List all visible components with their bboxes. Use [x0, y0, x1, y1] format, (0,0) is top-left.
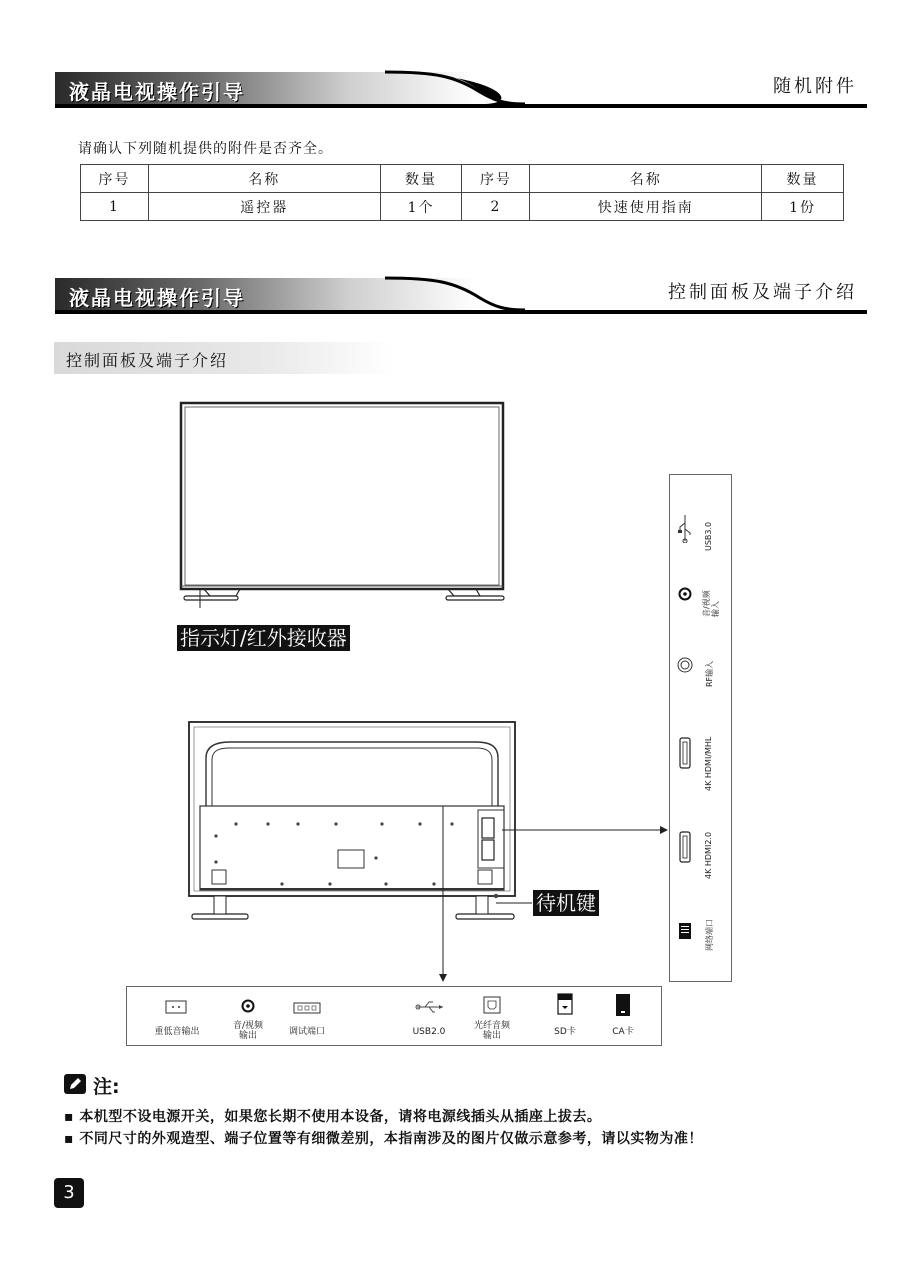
- bottom-port-sd: [557, 993, 573, 1019]
- ethernet-icon: [679, 923, 691, 939]
- indicator-label: 指示灯/红外接收器: [177, 625, 350, 651]
- bottom-port-label: 重低音输出: [154, 1027, 200, 1037]
- table-header-cell: 数量: [380, 165, 462, 193]
- note-title: 注:: [93, 1076, 120, 1098]
- table-cell: 遥控器: [148, 193, 380, 221]
- header-right-title: 随机附件: [773, 76, 857, 97]
- bottom-port-debug: [293, 999, 321, 1018]
- table-cell: 1份: [762, 193, 844, 221]
- bottom-port-subwoofer: [165, 999, 187, 1018]
- side-port-label: RF输入: [705, 660, 714, 687]
- hdmi-port-icon: [679, 831, 691, 863]
- standby-label: 待机键: [533, 890, 599, 916]
- bottom-port-label: 音/视频 输出: [232, 1021, 264, 1041]
- debug-port-icon: [293, 1002, 321, 1014]
- table-cell: 1个: [380, 193, 462, 221]
- header-right-title: 控制面板及端子介绍: [668, 282, 857, 303]
- section-title: 控制面板及端子介绍: [66, 351, 229, 370]
- side-port-hdmi-2: [670, 827, 733, 907]
- side-port-usb: [670, 493, 733, 573]
- table-header-cell: 名称: [148, 165, 380, 193]
- bottom-port-label: 调试端口: [288, 1027, 325, 1037]
- bottom-port-label: 光纤音频 输出: [473, 1021, 510, 1041]
- bottom-port-label: CA卡: [612, 1027, 634, 1037]
- side-port-label: 4K HDMI2.0: [704, 831, 713, 879]
- bottom-ports-panel: [126, 986, 662, 1046]
- bottom-port-av-out: [241, 998, 255, 1017]
- ca-card-icon: [615, 993, 631, 1017]
- av-jack-icon: [241, 999, 255, 1013]
- header-left-title: 液晶电视操作引导: [69, 286, 245, 310]
- header-left-title: 液晶电视操作引导: [69, 80, 245, 104]
- table-cell: 2: [462, 193, 530, 221]
- bottom-port-optical: [483, 996, 501, 1018]
- table-header-cell: 序号: [462, 165, 530, 193]
- side-port-hdmi-mhl: [670, 725, 733, 815]
- side-port-label: 音/视频 输入: [702, 590, 720, 617]
- av-jack-icon: [678, 587, 692, 601]
- table-header-cell: 名称: [530, 165, 762, 193]
- side-port-label: USB3.0: [704, 521, 713, 551]
- bottom-port-label: SD卡: [554, 1027, 576, 1037]
- table-cell: 1: [81, 193, 149, 221]
- intro-text: 请确认下列随机提供的附件是否齐全。: [78, 141, 333, 157]
- side-ports-panel: [669, 474, 732, 982]
- side-port-rf: [670, 653, 733, 719]
- bottom-port-usb2: [415, 999, 445, 1018]
- rf-jack-icon: [677, 657, 693, 673]
- pencil-note-icon: [64, 1074, 86, 1094]
- sd-card-icon: [557, 993, 573, 1015]
- note-line: ▪ 本机型不设电源开关，如果您长期不使用本设备，请将电源线插头从插座上拔去。: [64, 1109, 602, 1125]
- usb-icon: [415, 1000, 445, 1014]
- optical-port-icon: [483, 996, 501, 1014]
- table-cell: 快速使用指南: [530, 193, 762, 221]
- note-line: ▪ 不同尺寸的外观造型、端子位置等有细微差别，本指南涉及的图片仅做示意参考，请以实物为准！: [64, 1131, 703, 1147]
- side-port-ethernet: [670, 915, 733, 975]
- usb-icon: [678, 513, 692, 543]
- bottom-port-ca: [615, 993, 631, 1021]
- table-header-cell: 数量: [762, 165, 844, 193]
- bottom-port-label: USB2.0: [412, 1027, 446, 1037]
- side-port-av-in: [670, 575, 733, 645]
- side-port-label: 网络端口: [705, 919, 714, 951]
- hdmi-port-icon: [679, 737, 691, 769]
- subwoofer-port-icon: [165, 1000, 187, 1014]
- side-port-label: 4K HDMI/MHL: [704, 736, 713, 791]
- table-header-cell: 序号: [81, 165, 149, 193]
- page-number: 3: [54, 1178, 84, 1208]
